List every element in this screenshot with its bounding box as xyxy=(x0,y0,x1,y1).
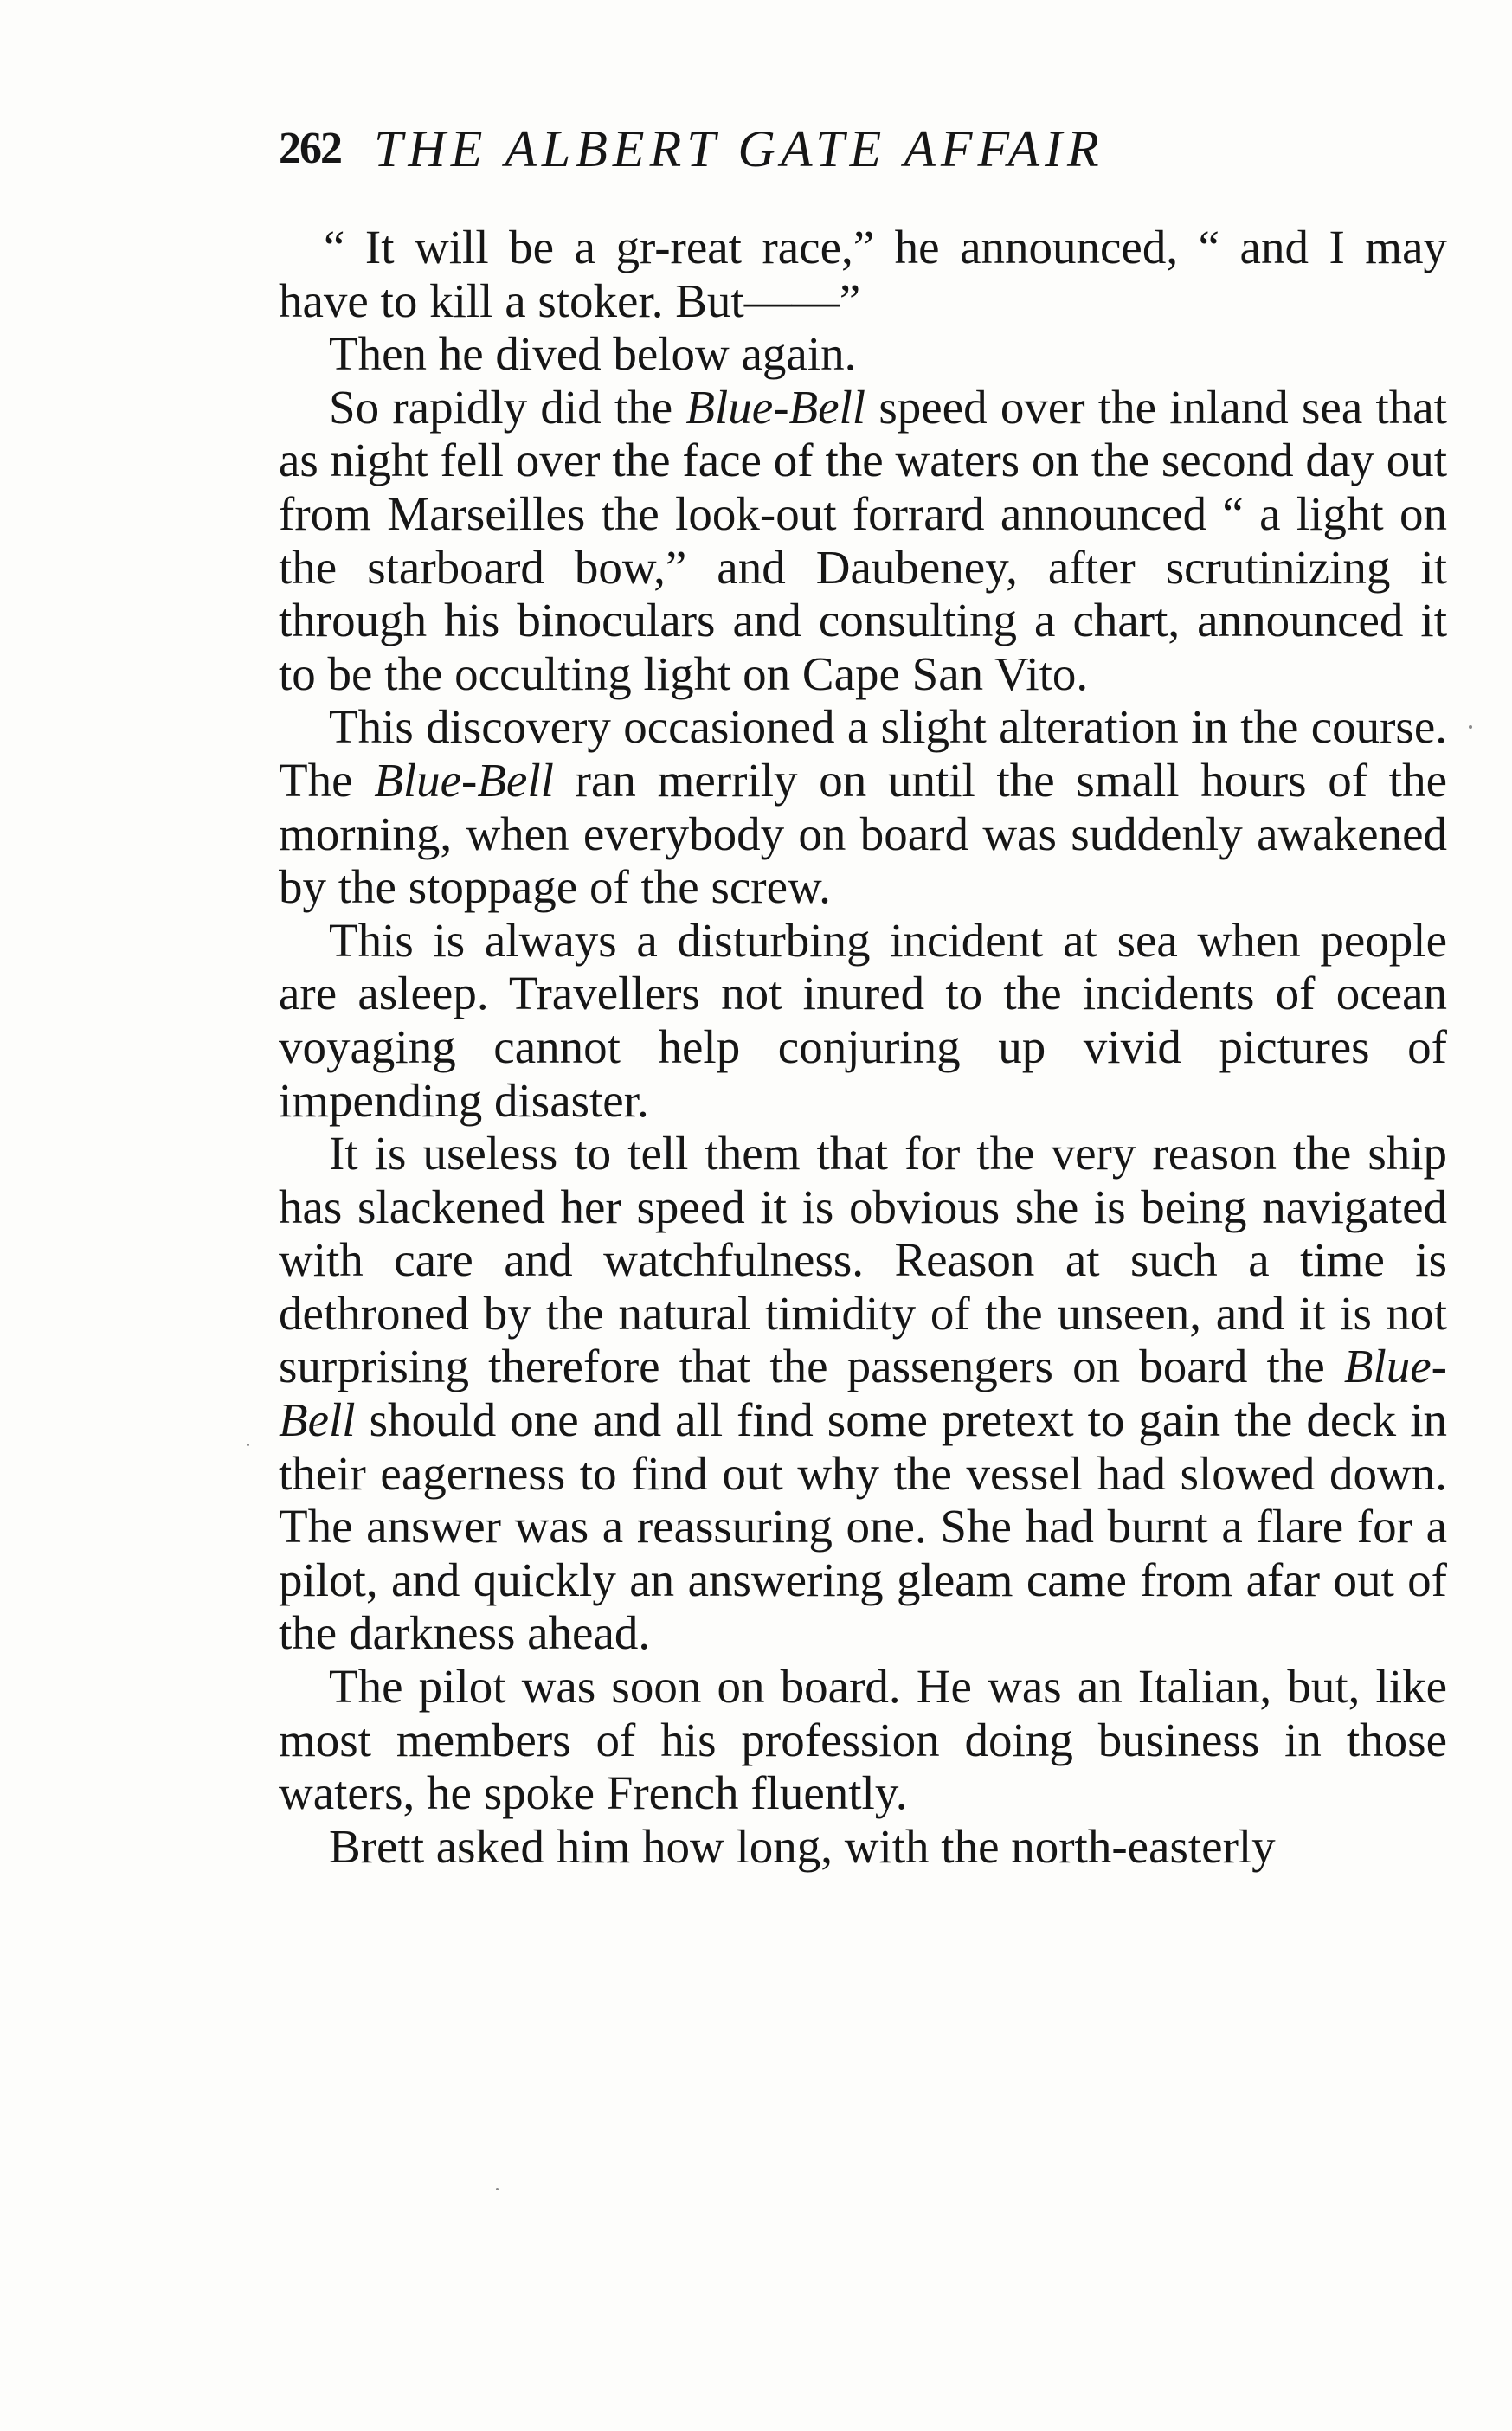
paragraph xyxy=(279,327,1447,381)
italic-ship-name: Blue-Bell xyxy=(374,753,554,807)
paragraph xyxy=(279,1127,1447,1660)
text-run: The pilot was soon on board. He was an Italian, but, like most members of his profession doing business in those waters, he spoke French fluently. xyxy=(279,1660,1447,1820)
paragraph xyxy=(279,221,1447,327)
text-run: This discovery occasioned a slight alteration in the course. The xyxy=(279,700,1447,807)
text-run: Then he dived below again. xyxy=(329,327,857,381)
page-number: 262 xyxy=(279,124,341,173)
paragraph xyxy=(279,1820,1447,1874)
paragraph xyxy=(279,1660,1447,1820)
text-run: ran merrily on until the small hours of the morning, when everybody on board was suddenly awakened by the stoppage of the screw. xyxy=(279,753,1447,914)
italic-ship-name: Blue-Bell xyxy=(279,1340,1447,1447)
paragraph xyxy=(279,700,1447,913)
italic-ship-name: Blue-Bell xyxy=(685,380,866,434)
paragraph xyxy=(279,381,1447,701)
body-text xyxy=(279,221,1447,1873)
text-run: This is always a disturbing incident at sea when people are asleep. Travellers not inured to the incidents of ocean voyaging cannot help conjuring up vivid pictures of impending disaster. xyxy=(279,913,1447,1127)
text-run: should one and all find some pretext to gain the deck in their eagerness to find out why the vessel had slowed down. The answer was a reassuring one. She had burnt a flare for a pilot, and quickly an answering gleam came from afar out of the darkness ahead. xyxy=(279,1393,1447,1660)
text-run: speed over the inland sea that as night fell over the face of the waters on the second day out from Marseilles the look-out forrard announced “ a light on the starboard bow,” and Daubeney, after scrutinizing it through his binoculars and consulting a chart, announced it to be the occulting light on Cape San Vito. xyxy=(279,380,1447,700)
text-run: “ It will be a gr-reat race,” he announced, “ and I may have to kill a stoker. But——” xyxy=(279,221,1447,327)
print-speck xyxy=(496,2188,499,2190)
print-speck xyxy=(1469,725,1472,729)
page-header xyxy=(279,114,1447,183)
text-run: So rapidly did the xyxy=(329,380,686,434)
text-run: It is useless to tell them that for the very reason the ship has slackened her speed it is obvious she is being navigated with care and watchfulness. Reason at such a time is dethroned by the natural timidity of the unseen, and it is not surprising therefore that the passengers on board the xyxy=(279,1127,1447,1393)
print-speck xyxy=(247,1444,249,1446)
text-run: Brett asked him how long, with the north-easterly xyxy=(329,1819,1276,1873)
running-title: THE ALBERT GATE AFFAIR xyxy=(374,120,1104,177)
paragraph xyxy=(279,914,1447,1127)
